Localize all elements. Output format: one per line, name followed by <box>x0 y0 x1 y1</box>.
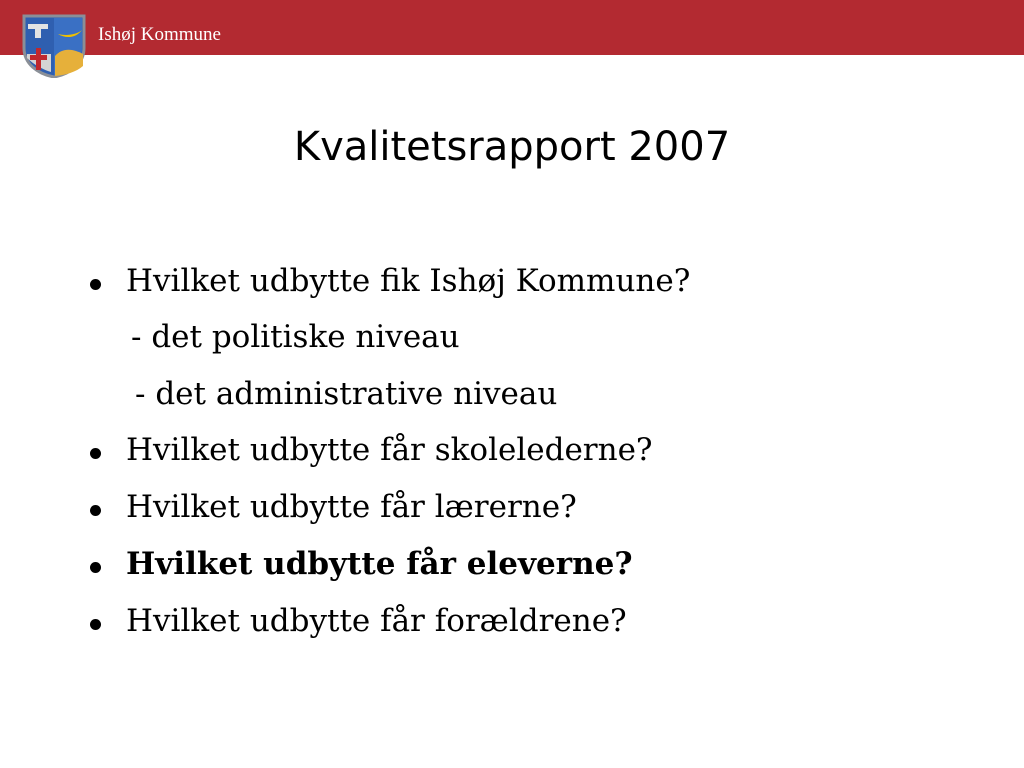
bullet-icon <box>90 505 101 516</box>
list-item: - det politiske niveau <box>131 319 460 355</box>
list-item-emphasized: Hvilket udbytte får eleverne? <box>126 546 633 582</box>
list-item: Hvilket udbytte får lærerne? <box>126 489 577 525</box>
list-item: - det administrative niveau <box>135 376 558 412</box>
list-item: Hvilket udbytte får skolelederne? <box>126 432 653 468</box>
brand-name: Ishøj Kommune <box>98 24 221 45</box>
bullet-icon <box>90 448 101 459</box>
list-item: Hvilket udbytte fik Ishøj Kommune? <box>126 263 691 299</box>
bullet-icon <box>90 619 101 630</box>
list-item: Hvilket udbytte får forældrene? <box>126 603 627 639</box>
bullet-icon <box>90 562 101 573</box>
bullet-icon <box>90 279 101 290</box>
slide-title: Kvalitetsrapport 2007 <box>293 124 731 170</box>
